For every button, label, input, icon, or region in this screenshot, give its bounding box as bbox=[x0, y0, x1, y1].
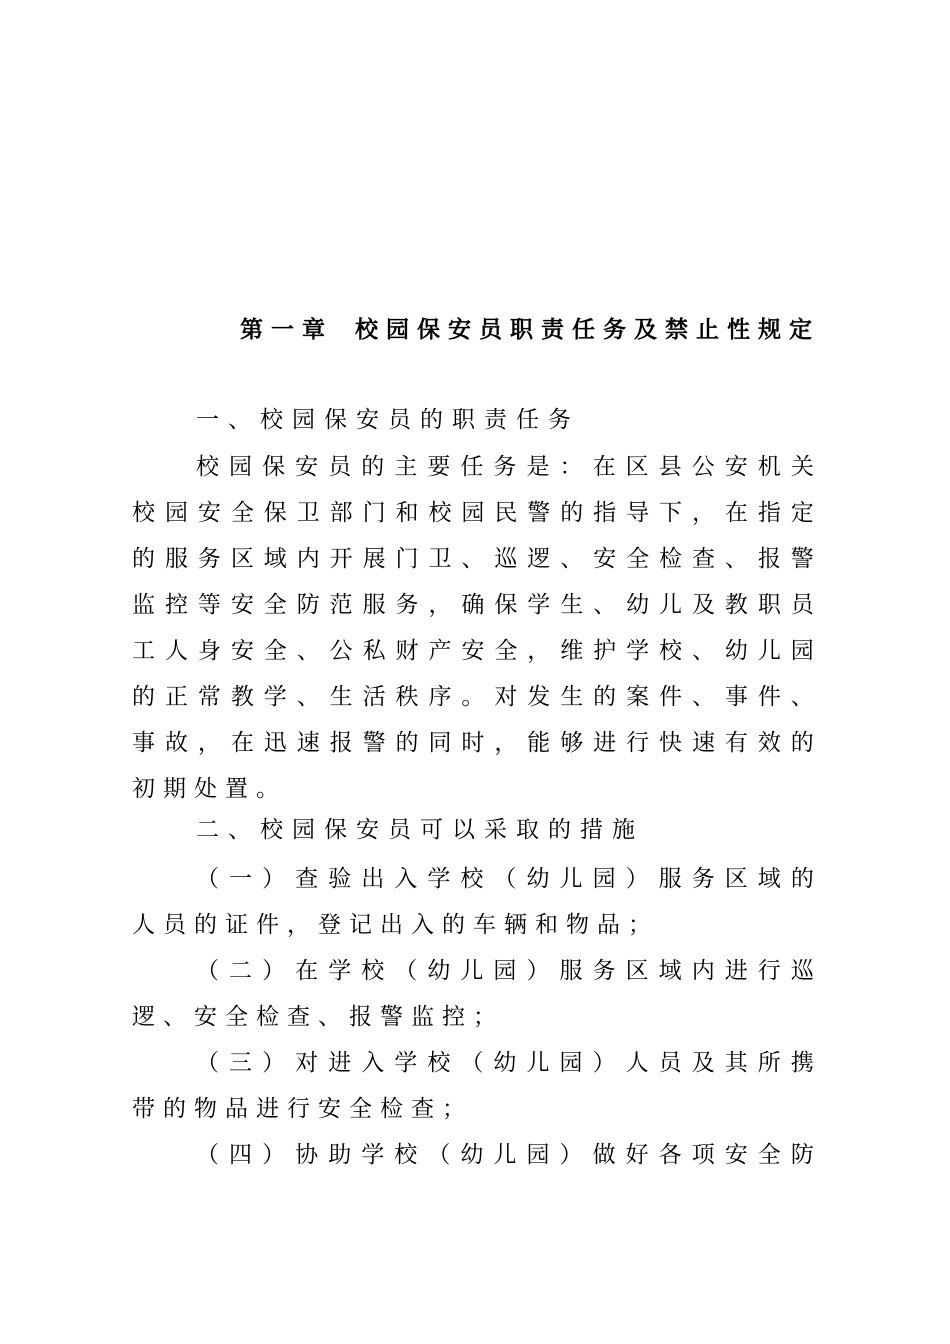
chapter-label: 第一章 bbox=[240, 317, 333, 343]
measure-item-3 bbox=[132, 1040, 814, 1132]
paragraph-line: 校 园 安 全 保 卫 部 门 和 校 园 民 警 的 指 导 下 ， 在 指 定 bbox=[132, 500, 814, 526]
paragraph-line: 工 人 身 安 全 、 公 私 财 产 安 全 ， 维 护 学 校 、 幼 儿 园 bbox=[132, 638, 814, 664]
paragraph-line: （ 三 ） 对 进 入 学 校 （ 幼 儿 园 ） 人 员 及 其 所 携 bbox=[196, 1050, 814, 1076]
chapter-name: 校园保安员职责任务及禁止性规定 bbox=[355, 317, 820, 343]
paragraph-line: 的 服 务 区 域 内 开 展 门 卫 、 巡 逻 、 安 全 检 查 、 报 警 bbox=[132, 546, 814, 572]
measure-item-4 bbox=[132, 1132, 814, 1178]
section-heading-duties: 一、校园保安员的职责任务 bbox=[196, 407, 580, 433]
chapter-title bbox=[130, 312, 820, 348]
paragraph-line: 事 故 ， 在 迅 速 报 警 的 同 时 ， 能 够 进 行 快 速 有 效 的 bbox=[132, 730, 814, 756]
paragraph-line: 逻、安全检查、报警监控； bbox=[132, 1004, 504, 1030]
paragraph-line: 校 园 保 安 员 的 主 要 任 务 是 ： 在 区 县 公 安 机 关 bbox=[196, 454, 814, 480]
paragraph-line: 监 控 等 安 全 防 范 服 务 ， 确 保 学 生 、 幼 儿 及 教 职 员 bbox=[132, 592, 814, 618]
paragraph-line: 人员的证件，登记出入的车辆和物品； bbox=[132, 912, 659, 938]
section-heading-measures: 二、校园保安员可以采取的措施 bbox=[196, 817, 644, 843]
paragraph-line: 带的物品进行安全检查； bbox=[132, 1096, 473, 1122]
paragraph-line: （ 一 ） 查 验 出 入 学 校 （ 幼 儿 园 ） 服 务 区 域 的 bbox=[196, 866, 814, 892]
paragraph-line: 初期处置。 bbox=[132, 776, 287, 802]
measure-item-2 bbox=[132, 948, 814, 1040]
paragraph-line: （ 二 ） 在 学 校 （ 幼 儿 园 ） 服 务 区 域 内 进 行 巡 bbox=[196, 958, 814, 984]
paragraph-line: （ 四 ） 协 助 学 校 （ 幼 儿 园 ） 做 好 各 项 安 全 防 bbox=[196, 1142, 814, 1168]
paragraph-duties bbox=[132, 444, 814, 812]
measure-item-1 bbox=[132, 856, 814, 948]
paragraph-line: 的 正 常 教 学 、 生 活 秩 序 。 对 发 生 的 案 件 、 事 件 、 bbox=[132, 684, 814, 710]
